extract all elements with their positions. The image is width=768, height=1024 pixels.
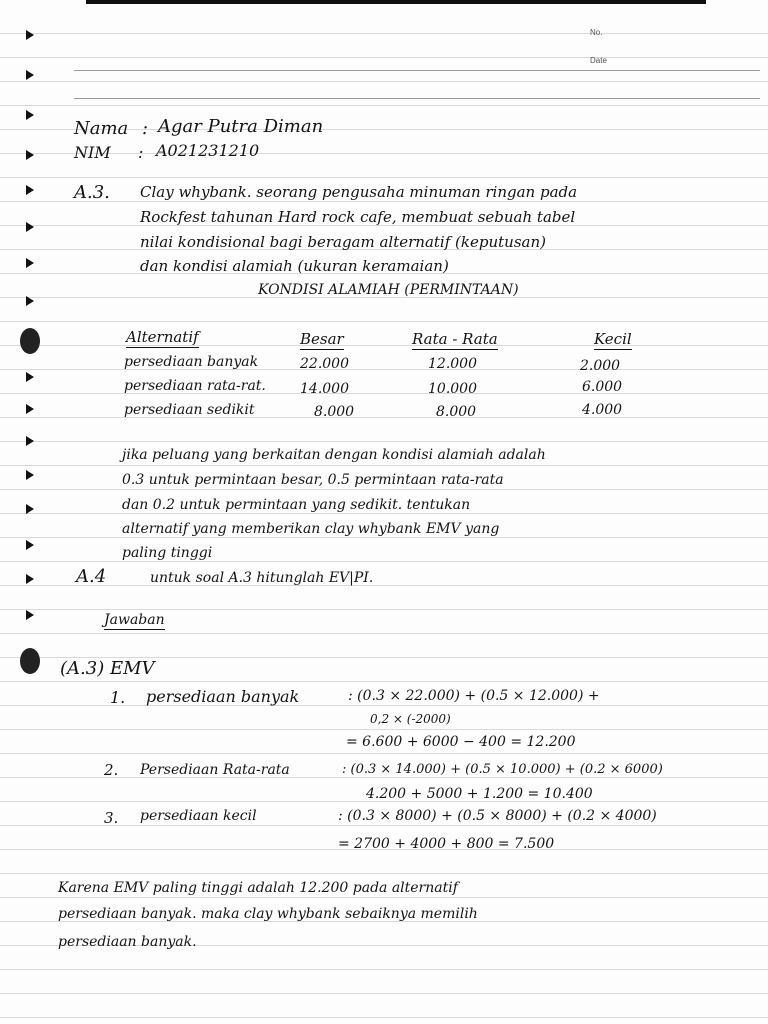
item-number: 3. — [104, 809, 119, 827]
question-line: alternatif yang memberikan clay whybank EMV yang — [122, 521, 500, 537]
conclusion-line: persediaan banyak. — [58, 934, 197, 950]
question-line: dan 0.2 untuk permintaan yang sedikit. tentukan — [122, 497, 471, 513]
binding-mark — [26, 610, 34, 620]
calc-line: 0,2 × (-2000) — [370, 712, 451, 726]
item-number: 2. — [104, 761, 119, 779]
header-rule — [74, 70, 760, 71]
table-cell: 8.000 — [436, 404, 477, 420]
header-date-label: Date — [590, 56, 607, 65]
table-header: Alternatif — [126, 328, 199, 346]
conclusion-line: Karena EMV paling tinggi adalah 12.200 pada alternatif — [58, 880, 458, 896]
table-cell: 2.000 — [580, 358, 621, 374]
answer-section-title: (A.3) EMV — [60, 658, 155, 679]
table-cell: 14.000 — [300, 381, 349, 397]
item-label: persediaan kecil — [140, 808, 257, 824]
question-line: jika peluang yang berkaitan dengan kondisi alamiah adalah — [122, 447, 546, 463]
scan-edge — [86, 0, 706, 4]
binding-hole — [20, 328, 40, 354]
table-title: KONDISI ALAMIAH (PERMINTAAN) — [258, 282, 519, 298]
answer-heading: Jawaban — [104, 612, 165, 628]
header-rule-2 — [74, 98, 760, 99]
problem-line: dan kondisi alamiah (ukuran keramaian) — [140, 257, 449, 275]
nim-separator: : — [138, 143, 144, 162]
table-cell: persediaan sedikit — [124, 402, 255, 418]
table-cell: 6.000 — [582, 379, 623, 395]
binding-mark — [26, 504, 34, 514]
binding-mark — [26, 70, 34, 80]
table-cell: 10.000 — [428, 381, 477, 397]
binding-hole — [20, 648, 40, 674]
table-cell: 12.000 — [428, 356, 477, 372]
conclusion-line: persediaan banyak. maka clay whybank sebaiknya memilih — [58, 906, 478, 922]
question-line: paling tinggi — [122, 545, 213, 561]
student-name: Agar Putra Diman — [158, 116, 324, 137]
calc-line: : (0.3 × 14.000) + (0.5 × 10.000) + (0.2 × 6000) — [342, 762, 663, 777]
problem-line: nilai kondisional bagi beragam alternatif (keputusan) — [140, 233, 546, 251]
name-label: Nama — [74, 118, 129, 139]
binding-mark — [26, 110, 34, 120]
table-cell: 8.000 — [314, 404, 355, 420]
problem-line: Clay whybank. seorang pengusaha minuman ringan pada — [140, 183, 578, 201]
calc-line: : (0.3 × 8000) + (0.5 × 8000) + (0.2 × 4000) — [338, 808, 657, 824]
problem-number: A.3. — [74, 182, 110, 203]
item-label: Persediaan Rata-rata — [140, 762, 290, 778]
calc-line: 4.200 + 5000 + 1.200 = 10.400 — [366, 786, 593, 802]
nim-label: NIM — [74, 143, 111, 162]
table-header: Kecil — [594, 330, 632, 348]
binding-mark — [26, 372, 34, 382]
binding-mark — [26, 470, 34, 480]
problem-text: untuk soal A.3 hitunglah EV|PI. — [150, 570, 374, 586]
header-no-label: No. — [590, 28, 603, 37]
question-line: 0.3 untuk permintaan besar, 0.5 permintaan rata-rata — [122, 472, 504, 488]
table-header: Besar — [300, 330, 344, 348]
item-label: persediaan banyak — [146, 687, 300, 706]
table-header: Rata - Rata — [412, 330, 498, 348]
table-cell: 4.000 — [582, 402, 623, 418]
item-number: 1. — [110, 688, 126, 707]
binding-mark — [26, 150, 34, 160]
table-cell: 22.000 — [300, 356, 349, 372]
binding-mark — [26, 222, 34, 232]
calc-line: = 2700 + 4000 + 800 = 7.500 — [338, 836, 555, 852]
binding-mark — [26, 436, 34, 446]
binding-mark — [26, 258, 34, 268]
binding-mark — [26, 185, 34, 195]
student-nim: A021231210 — [156, 141, 260, 160]
problem-line: Rockfest tahunan Hard rock cafe, membuat sebuah tabel — [140, 208, 576, 226]
problem-number: A.4 — [76, 566, 107, 587]
binding-mark — [26, 540, 34, 550]
binding-mark — [26, 574, 34, 584]
binding-mark — [26, 30, 34, 40]
calc-line: : (0.3 × 22.000) + (0.5 × 12.000) + — [348, 688, 600, 704]
binding-mark — [26, 296, 34, 306]
binding-mark — [26, 404, 34, 414]
calc-line: = 6.600 + 6000 − 400 = 12.200 — [346, 734, 576, 750]
table-cell: persediaan banyak — [124, 354, 259, 370]
name-separator: : — [142, 118, 149, 139]
table-cell: persediaan rata-rat. — [124, 378, 266, 394]
